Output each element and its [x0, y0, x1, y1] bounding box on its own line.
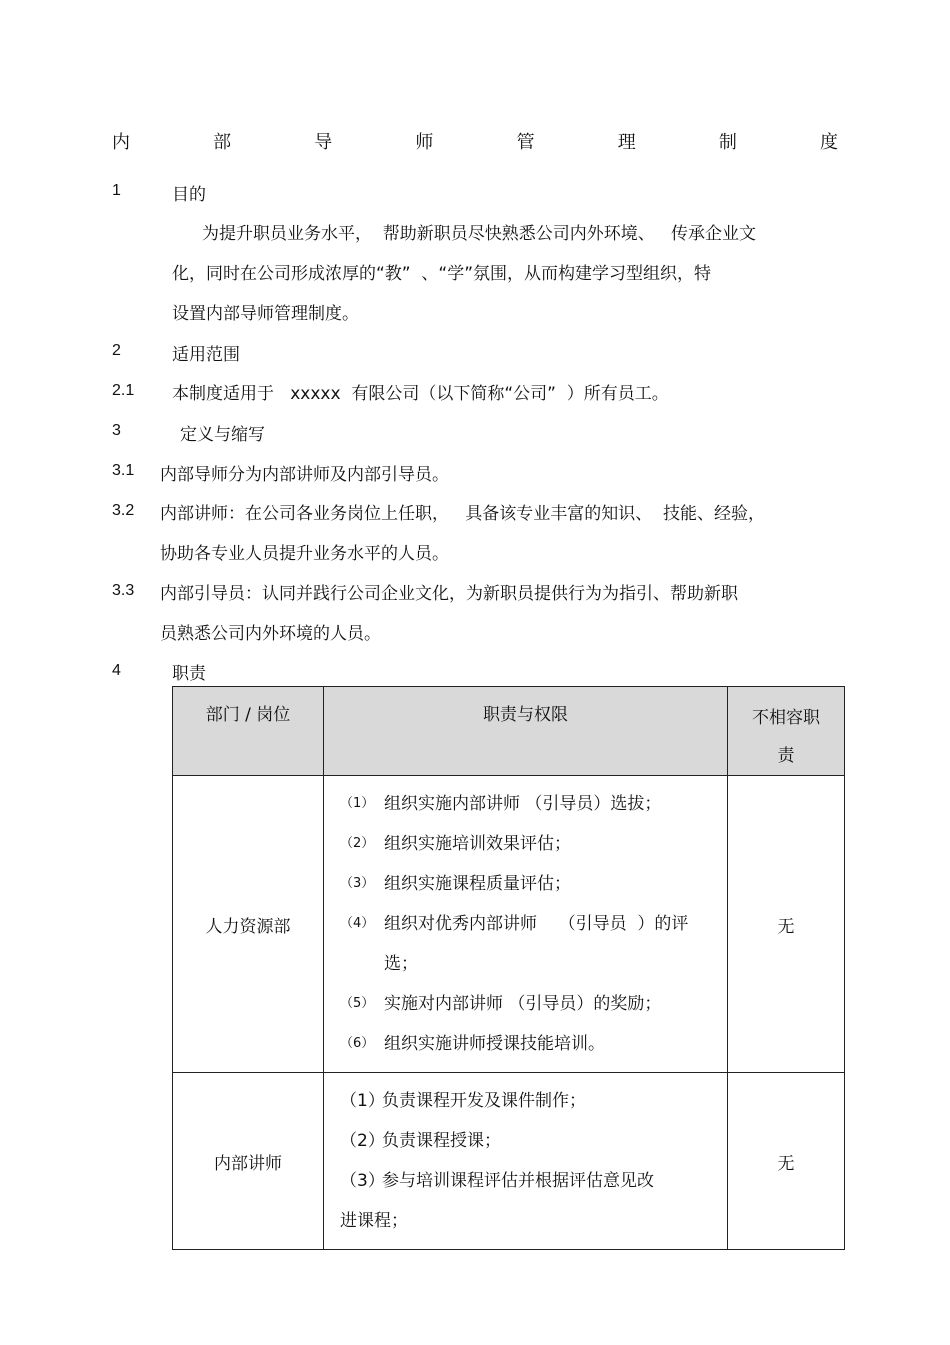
table-header-row [173, 687, 845, 776]
list-item: （5） 实施对内部讲师 （引导员）的奖励； [340, 994, 662, 1014]
table-row [173, 1073, 845, 1250]
section-3-3-line-1: 内部引导员：认同并践行公司企业文化，为新职员提供行为为指引、帮助新职 [160, 584, 738, 604]
header-dept: 部门 / 岗位 [173, 687, 324, 776]
header-incompatible [728, 687, 845, 776]
document-title [112, 128, 838, 154]
incompatible-cell: 无 [728, 1073, 845, 1250]
dept-cell: 内部讲师 [173, 1073, 324, 1250]
list-item: （4） 组织对优秀内部讲师 （引导员 ）的评选； [340, 914, 689, 974]
header-incompatible-line-1: 不相容职 [752, 708, 820, 728]
section-2-1-number: 2.1 [112, 382, 135, 399]
header-incompatible-line-2: 责 [777, 746, 795, 766]
section-1-line-1: 为提升职员业务水平， 帮助新职员尽快熟悉公司内外环境、 传承企业文 [202, 224, 757, 244]
list-item: （1） 组织实施内部讲师 （引导员）选拔； [340, 794, 662, 814]
title-char: 制 [718, 132, 737, 153]
section-3-number: 3 [112, 422, 121, 439]
title-char: 度 [819, 132, 838, 153]
incompatible-cell: 无 [728, 776, 845, 1073]
section-3-1-text: 内部导师分为内部讲师及内部引导员。 [160, 465, 449, 485]
section-3-1-number: 3.1 [112, 462, 135, 479]
section-3-2-number: 3.2 [112, 502, 135, 519]
list-item: （2） 负责课程授课； [340, 1131, 501, 1151]
section-2-1-text: 本制度适用于 xxxxx 有限公司（以下简称“公司” ）所有员工。 [172, 384, 669, 404]
section-1-number: 1 [112, 182, 121, 199]
section-1-line-3: 设置内部导师管理制度。 [172, 304, 359, 324]
dept-cell: 人力资源部 [173, 776, 324, 1073]
section-1-line-2: 化，同时在公司形成浓厚的“教” 、“学”氛围，从而构建学习型组织，特 [172, 264, 712, 284]
section-4-number: 4 [112, 662, 121, 679]
title-char: 理 [617, 132, 636, 153]
list-item: （1） 负责课程开发及课件制作； [340, 1091, 586, 1111]
section-2-title: 适用范围 [172, 345, 240, 365]
duties-cell [324, 776, 728, 1073]
section-3-2-line-2: 协助各专业人员提升业务水平的人员。 [160, 544, 449, 564]
title-char: 师 [415, 132, 434, 153]
list-item: （2） 组织实施培训效果评估； [340, 834, 571, 854]
header-duties: 职责与权限 [324, 687, 728, 776]
list-item: （3） 参与培训课程评估并根据评估意见改 [340, 1171, 654, 1191]
list-item: （3） 组织实施课程质量评估； [340, 874, 571, 894]
table-row [173, 776, 845, 1073]
section-4-title: 职责 [172, 664, 206, 684]
section-3-3-line-2: 员熟悉公司内外环境的人员。 [160, 624, 381, 644]
title-char: 导 [314, 132, 333, 153]
title-char: 内 [112, 132, 130, 153]
title-char: 部 [213, 132, 232, 153]
section-2-number: 2 [112, 342, 121, 359]
section-3-3-number: 3.3 [112, 582, 135, 599]
section-1-title: 目的 [172, 185, 206, 205]
list-item: （6） 组织实施讲师授课技能培训。 [340, 1034, 605, 1054]
duties-cell [324, 1073, 728, 1250]
duty-table [172, 686, 845, 1250]
title-char: 管 [516, 132, 535, 153]
list-item-continuation: 进课程； [340, 1211, 408, 1231]
section-3-title: 定义与缩写 [180, 425, 265, 445]
section-3-2-line-1: 内部讲师：在公司各业务岗位上任职， 具备该专业丰富的知识、 技能、经验， [160, 504, 766, 524]
